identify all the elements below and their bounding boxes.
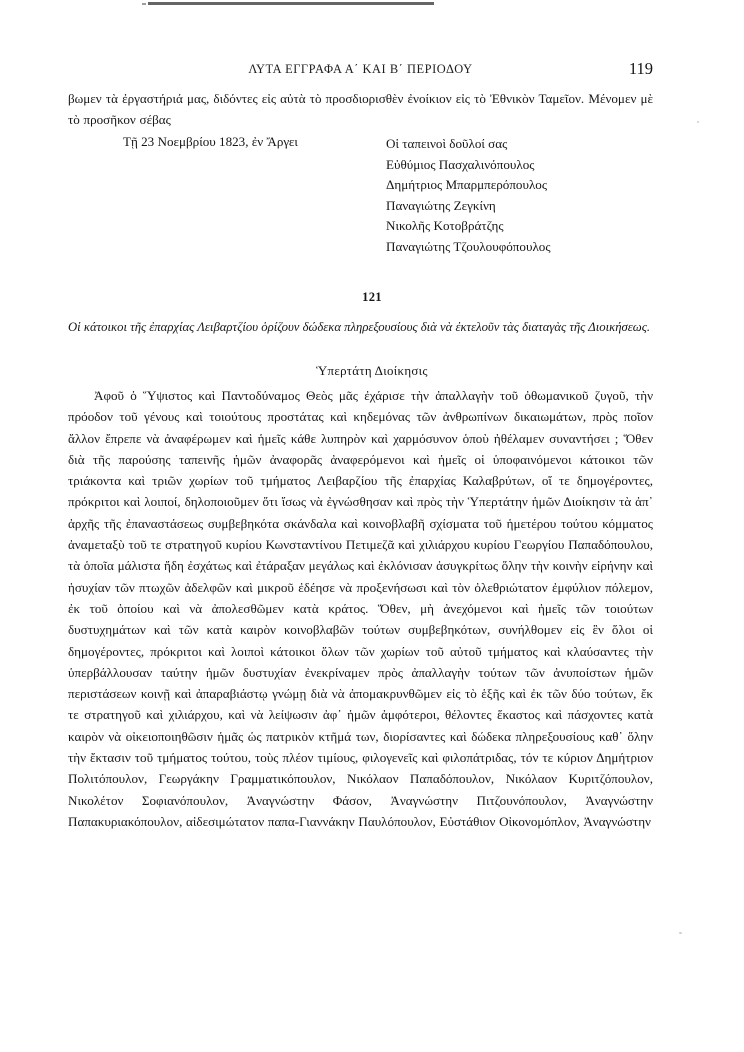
page-number: 119	[628, 59, 653, 78]
signatory: Παναγιώτης Τζουλουφόπουλος	[386, 238, 551, 254]
scan-edge-tick-artifact	[142, 3, 146, 5]
document-body	[68, 385, 653, 832]
signatory: Παναγιώτης Ζεγκίνη	[386, 197, 496, 213]
signature-list	[386, 134, 551, 258]
previous-document-tail	[68, 88, 653, 131]
running-head-title: ΛΥΤΑ ΕΓΓΡΑΦΑ Α΄ ΚΑΙ Β΄ ΠΕΡΙΟΔΟΥ	[248, 62, 473, 76]
scan-edge-artifact	[148, 2, 434, 5]
closing-block	[68, 134, 653, 254]
signature-heading: Οἱ ταπεινοὶ δοῦλοί σας	[386, 136, 508, 151]
document-addressee: Ὑπερτάτη Διοίκησις	[316, 364, 428, 378]
document-summary: Οἱ κάτοικοι τῆς ἐπαρχίας Λειβαρτζίου ὁρίζουν δώδεκα πληρεξουσίους διὰ νὰ ἐκτελοῦν τὰς διαταγὰς τῆς Διοικήσεως.	[68, 320, 651, 334]
scan-speck	[697, 121, 699, 123]
scan-speck	[679, 932, 682, 934]
previous-document-tail-text: βωμεν τὰ ἐργαστήριά μας, διδόντες εἰς αὐτὰ τὸ προσδιορισθὲν ἐνοίκιον εἰς τὸ Ἐθνικὸν Ταμεῖον. Μένομεν μὲ τὸ προσῆκον σέβας	[68, 91, 653, 128]
signatory: Εὐθύμιος Πασχαλινόπουλος	[386, 156, 535, 172]
document-number-heading: 121	[362, 290, 382, 304]
document-body-text: Ἀφοῦ ὁ Ὕψιστος καὶ Παντοδύναμος Θεὸς μᾶς ἐχάρισε τὴν ἀπαλλαγὴν τοῦ ὀθωμανικοῦ ζυγοῦ, τὴν πρόοδον τοῦ γένους καὶ τοιούτους προστάτας καὶ κηδεμόνας τῶν ἀνθρωπίνων δικαιωμάτων, πρὸς ποῖον ἄλλον ἔπρεπε νὰ ἀναφέρωμεν καὶ ἡμεῖς κάθε λυπηρὸν καὶ χαρμόσυνον ὁποὺ ἠθέλαμεν συναντήσει ; Ὅθεν διὰ τῆς παρούσης ταπεινῆς ἡμῶν ἀναφορᾶς ἀναφερόμενοι καὶ ἡμεῖς οἱ ὑποφαινόμενοι κάτοικοι τῶν τριάκοντα καὶ τριῶν χωρίων τοῦ τμήματος Λειβαρζίου τῆς ἐπαρχίας Καλαβρύτων, οἵ τε δημογέροντες, πρόκριτοι καὶ λοιποί, δηλοποιοῦμεν ὅτι ἴσως νὰ ἐγνώσθησαν καὶ πρὸς τὴν Ὑπερτάτην ἡμῶν Διοίκησιν τὰ ἀπ᾽ ἀρχῆς τῆς ἐπαναστάσεως συμβεβηκότα σκάνδαλα καὶ κοινοβλαβῆ σχίσματα τοῦ ἡμετέρου τούτου κόμματος ἀναμεταξὺ τοῦ τε στρατηγοῦ κυρίου Κωνσταντίνου Πετιμεζᾶ καὶ χιλιάρχου κυρίου Γεωργίου Παπαδόπουλου, τὰ ὁποῖα μάλιστα ἤδη ἐσχάτως καὶ ἐτάραξαν μεγάλως καὶ ἐκλόνισαν ἀσυγκρίτως ὅλην τὴν κοινὴν εἰρήνην καὶ ἡσυχίαν τῶν πτωχῶν ἀδελφῶν καὶ μικροῦ ἐδέησε νὰ προξενήσωσι καὶ τὸν ὀλεθριώτατον ἐμφύλιον πόλεμον, ἐκ τοῦ ὁποίου καὶ νὰ ἀπολεσθῶμεν κατὰ κράτος. Ὅθεν, μὴ ἀνεχόμενοι καὶ ἡμεῖς τῶν τοιούτων δυστυχημάτων καὶ τῶν κατὰ καιρὸν κοινοβλαβῶν τούτων συμβεβηκότων, συνήλθομεν εἰς ἓν ὅλοι οἱ δημογέροντες, πρόκριτοι καὶ λοιποὶ κάτοικοι ὅλων τῶν χωρίων τοῦ αὐτοῦ τμήματος καὶ κλαύσαντες τὴν ὑπερβάλλουσαν ταύτην ἡμῶν δυστυχίαν ἐνεκρίναμεν πρὸς ἀπαλλαγὴν τούτων τῶν ἀνυποίστων ἡμῶν περιστάσεων κοινῇ καὶ ἀπαραβιάστῳ γνώμῃ διὰ νὰ ἀπομακρυνθῶμεν εἰς τὸ ἑξῆς καὶ ἐκ τῶν δύο τούτων, ἔκ τε στρατηγοῦ καὶ χιλιάρχου, καὶ νὰ λείψωσιν ἀφ᾽ ἡμῶν ἀμφότεροι, θέλοντες ἕκαστος καὶ πάσχοντες κατὰ καιρὸν νὰ οἰκειοποιηθῶσιν ἡμᾶς ὡς πατρικὸν κτῆμά των, διορίσαντες καὶ δώδεκα πληρεξουσίους καθ᾽ ὅλην τὴν ἔκτασιν τοῦ τμήματος τούτου, τοὺς πλέον τιμίους, φιλογενεῖς καὶ φιλοπάτριδας, τόν τε κύριον Δημήτριον Πολιτόπουλον, Γεωργάκην Γραμματικόπουλον, Νικόλαον Παπαδόπουλον, Νικόλαον Κυριτζόπουλον, Νικολέτον Σοφιανόπουλον, Ἀναγνώστην Φάσον, Ἀναγνώστην Πιτζουνόπουλον, Ἀναγνώστην Παπακυριακόπουλον, αἰδεσιμώτατον παπα-Γιαννάκην Παυλόπουλον, Εὐστάθιον Οἰκονομόπλον, Ἀναγνώστην	[68, 388, 653, 829]
signatory: Δημήτριος Μπαρμπερόπουλος	[386, 177, 548, 193]
running-head	[68, 59, 653, 82]
date-line: Τῇ 23 Νοεμβρίου 1823, ἐν Ἄργει	[123, 134, 298, 149]
signatory: Νικολῆς Κοτοβράτζης	[386, 218, 504, 234]
